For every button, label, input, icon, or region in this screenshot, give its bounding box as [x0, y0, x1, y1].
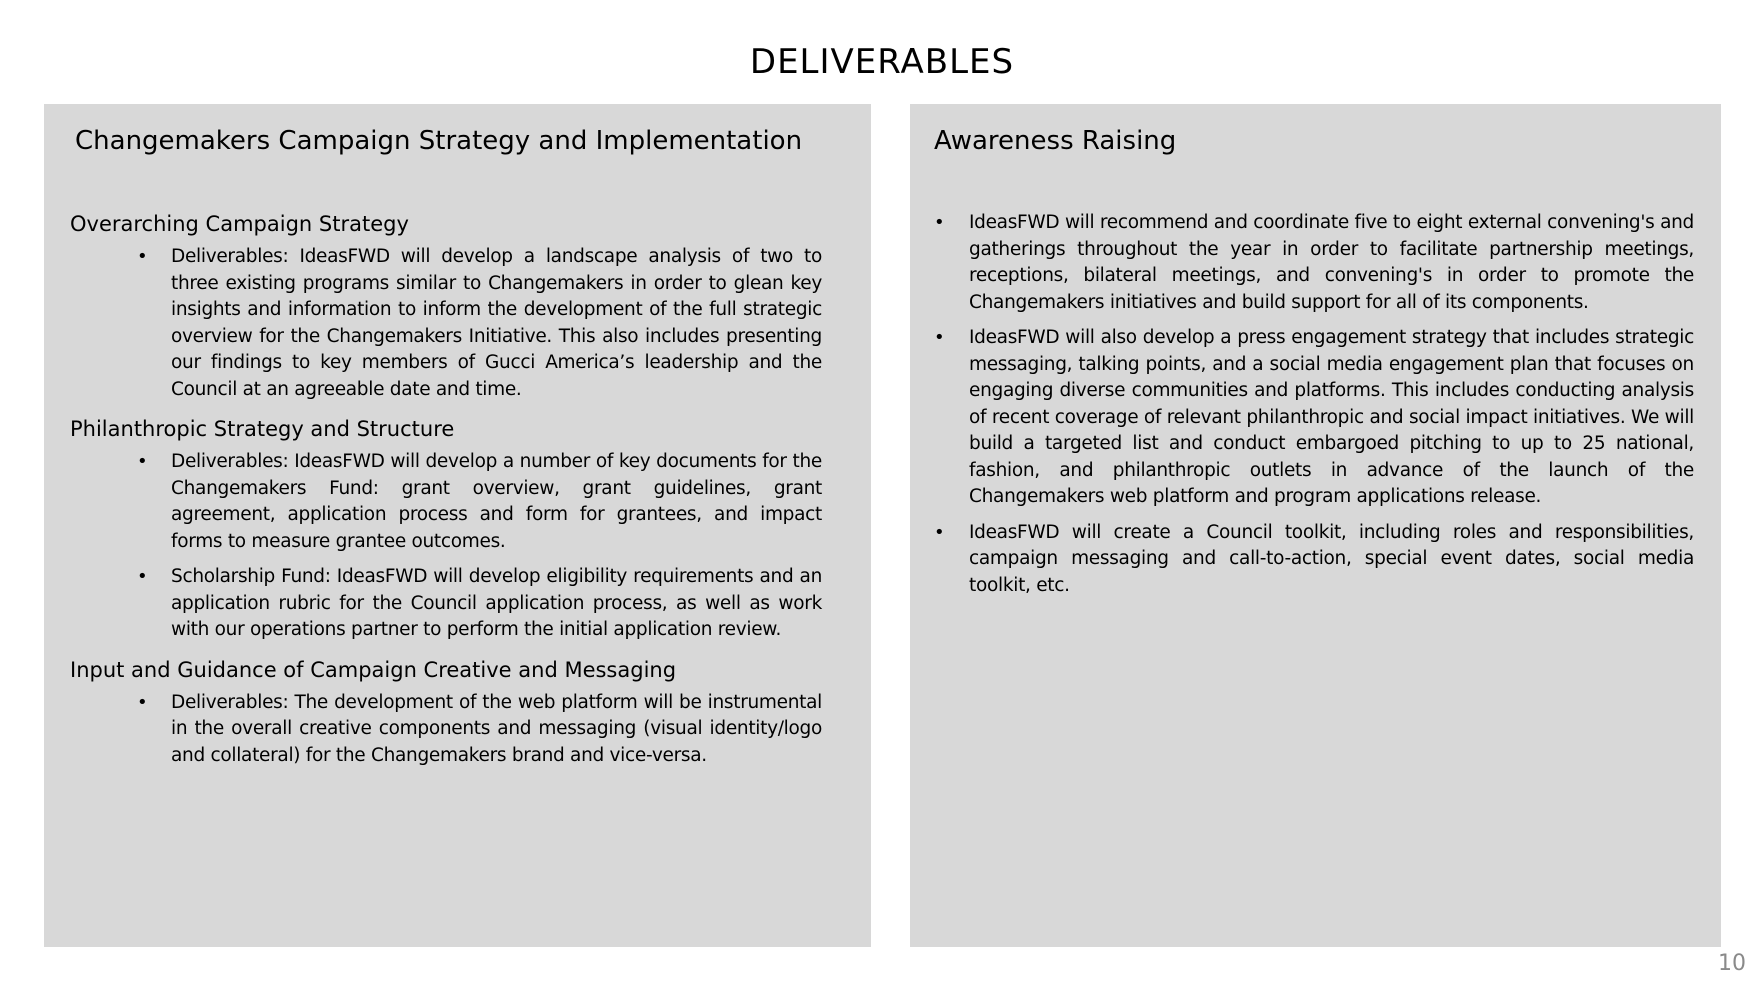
bullet-icon: •: [137, 451, 148, 472]
bullet-icon: •: [137, 566, 148, 587]
left-panel: [44, 104, 871, 947]
bullet-list: [934, 210, 1694, 599]
right-panel: [910, 104, 1721, 947]
list-item: [934, 325, 1694, 511]
list-item: [70, 564, 822, 644]
list-item: [70, 449, 822, 555]
bullet-list: [70, 244, 822, 403]
bullet-text: IdeasFWD will create a Council toolkit, including roles and responsibilities, campaign messaging and call-to-action, special event dates, social media toolkit, etc.: [969, 521, 1694, 596]
bullet-icon: •: [934, 212, 945, 233]
bullet-text: IdeasFWD will recommend and coordinate five to eight external convening's and gatherings throughout the year in order to facilitate partnership meetings, receptions, bilateral meetings, and convening's in order to promote the Changemakers initiatives and build support for all of its components.: [969, 212, 1694, 313]
right-panel-body: [934, 210, 1694, 611]
section-title-overarching-strategy: Overarching Campaign Strategy: [70, 212, 409, 236]
bullet-icon: •: [137, 246, 148, 267]
bullet-icon: •: [934, 327, 945, 348]
bullet-text: IdeasFWD will also develop a press engagement strategy that includes strategic messaging, talking points, and a social media engagement plan that focuses on engaging diverse communities and platforms. This includes conducting analysis of recent coverage of relevant philanthropic and social impact initiatives. We will build a targeted list and conduct embargoed pitching to up to 25 national, fashion, and philanthropic outlets in advance of the launch of the Changemakers web platform and program applications release.: [969, 327, 1694, 507]
bullet-text: Deliverables: The development of the web platform will be instrumental in the overall creative components and messaging (visual identity/logo and collateral) for the Changemakers brand and vice-versa.: [171, 691, 822, 766]
bullet-text: Deliverables: IdeasFWD will develop a number of key documents for the Changemakers Fund: grant overview, grant guidelines, grant agreement, application process and form for grantees, and impact forms to measure grantee outcomes.: [171, 451, 822, 552]
left-panel-heading: Changemakers Campaign Strategy and Implementation: [75, 126, 803, 156]
right-panel-heading: Awareness Raising: [934, 126, 1177, 156]
list-item: [934, 520, 1694, 600]
list-item: [70, 690, 822, 770]
section-title-philanthropic-strategy: Philanthropic Strategy and Structure: [70, 417, 455, 441]
page-number: 10: [1718, 951, 1746, 976]
list-item: [70, 244, 822, 403]
bullet-list: [70, 449, 822, 644]
section-title-creative-messaging: Input and Guidance of Campaign Creative and Messaging: [70, 657, 677, 682]
bullet-text: Scholarship Fund: IdeasFWD will develop eligibility requirements and an application rubric for the Council application process, as well as work with our operations partner to perform the initial application review.: [171, 566, 822, 640]
bullet-icon: •: [934, 521, 945, 543]
bullet-list: [70, 690, 822, 770]
list-item: [934, 210, 1694, 316]
bullet-icon: •: [137, 691, 148, 713]
left-panel-body: [70, 210, 822, 781]
slide-title: DELIVERABLES: [749, 42, 1015, 82]
bullet-text: Deliverables: IdeasFWD will develop a landscape analysis of two to three existing programs similar to Changemakers in order to glean key insights and information to inform the development of the full strategic overview for the Changemakers Initiative. This also includes presenting our findings to key members of Gucci America’s leadership and the Council at an agreeable date and time.: [171, 246, 822, 400]
